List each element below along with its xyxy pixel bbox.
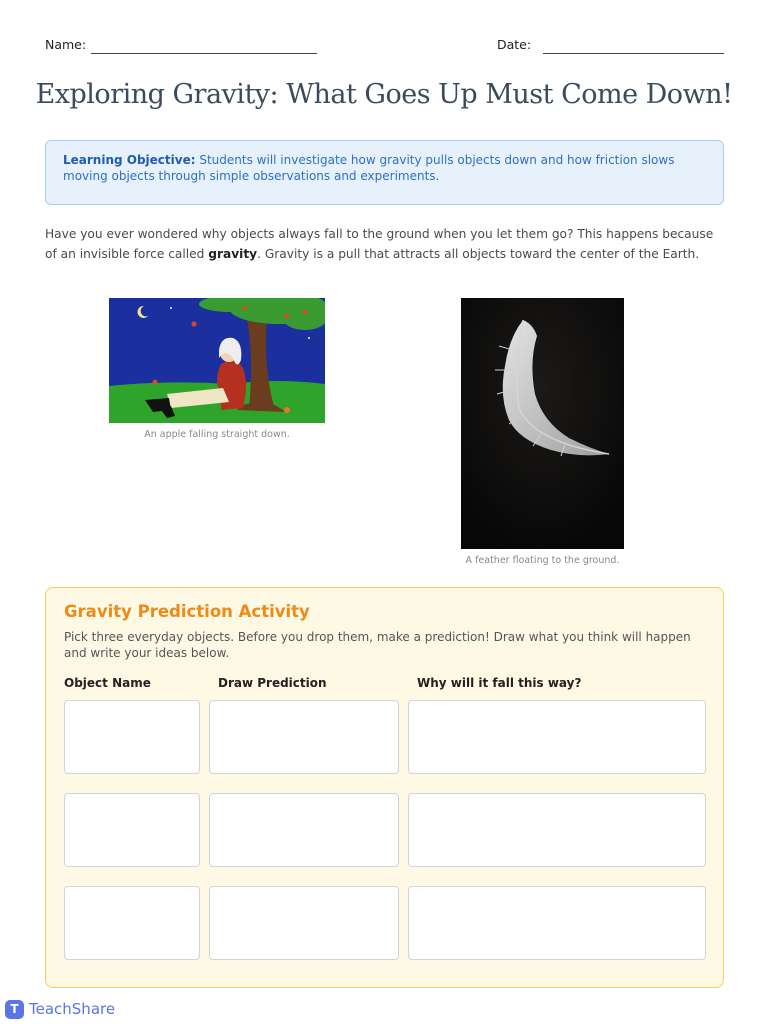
column-header-object-name: Object Name [64, 676, 151, 690]
object-name-cell-2[interactable] [64, 793, 200, 867]
prediction-activity-section [45, 587, 724, 988]
draw-prediction-cell-1[interactable] [209, 700, 399, 774]
object-name-cell-1[interactable] [64, 700, 200, 774]
teachshare-logo-icon: T [5, 1000, 24, 1019]
why-fall-cell-3[interactable] [408, 886, 706, 960]
intro-keyword: gravity [208, 246, 258, 261]
activity-description: Pick three everyday objects. Before you drop them, make a prediction! Draw what you think will happen and write your ideas below. [64, 630, 691, 660]
teachshare-brand[interactable] [5, 998, 115, 1020]
object-name-cell-3[interactable] [64, 886, 200, 960]
page-title: Exploring Gravity: What Goes Up Must Come Down! [35, 79, 733, 110]
name-label: Name: [45, 37, 87, 52]
column-header-draw-prediction: Draw Prediction [218, 676, 327, 690]
feather-photo [461, 298, 624, 549]
learning-objective-box [45, 140, 724, 205]
objective-label: Learning Objective: [63, 153, 196, 167]
intro-text-after: . Gravity is a pull that attracts all objects toward the center of the Earth. [257, 246, 700, 261]
why-fall-cell-2[interactable] [408, 793, 706, 867]
name-field[interactable] [91, 53, 317, 54]
draw-prediction-cell-2[interactable] [209, 793, 399, 867]
date-label: Date: [497, 37, 532, 52]
column-header-why-fall: Why will it fall this way? [417, 676, 582, 690]
apple-tree-illustration [109, 298, 325, 423]
date-field[interactable] [543, 53, 724, 54]
feather-caption: A feather floating to the ground. [465, 555, 620, 566]
apple-caption: An apple falling straight down. [144, 429, 290, 440]
intro-text-before: Have you ever wondered why objects always fall to the ground when you let them go? This happens because of an invisible force called [45, 227, 714, 261]
intro-paragraph [45, 225, 725, 264]
objective-text: Students will investigate how gravity pulls objects down and how friction slows moving objects through simple observations and experiments. [63, 153, 675, 183]
why-fall-cell-1[interactable] [408, 700, 706, 774]
draw-prediction-cell-3[interactable] [209, 886, 399, 960]
activity-title: Gravity Prediction Activity [64, 602, 310, 621]
brand-name: TeachShare [29, 1000, 116, 1018]
